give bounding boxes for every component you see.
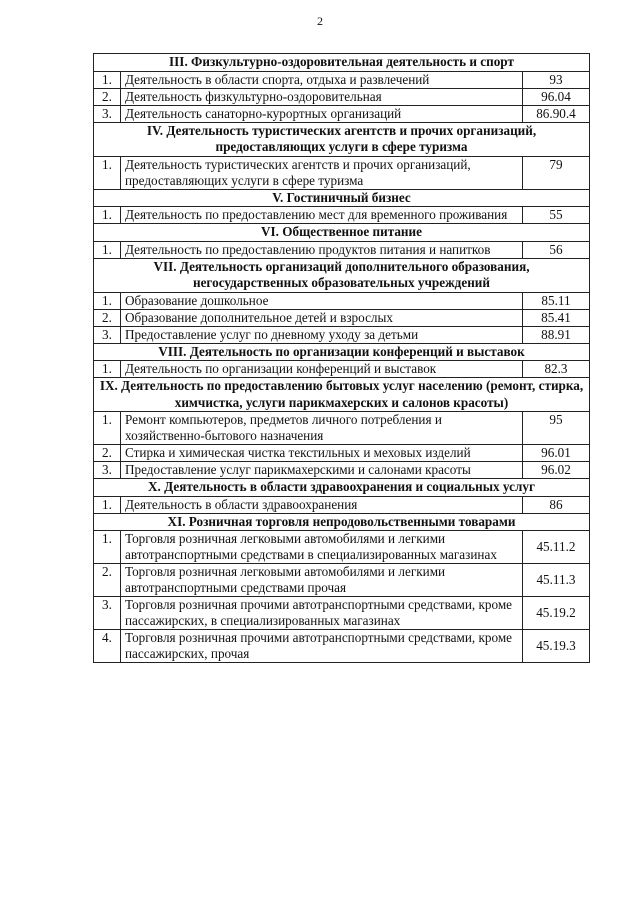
row-description: Деятельность по предоставлению мест для временного проживания — [121, 207, 523, 224]
row-description: Торговля розничная прочими автотранспортными средствами, кроме пассажирских, прочая — [121, 630, 523, 663]
row-number: 1. — [94, 292, 121, 309]
section-header — [94, 258, 590, 292]
row-code: 86.90.4 — [522, 105, 589, 122]
table-row — [94, 292, 590, 309]
section-title: VI. Общественное питание — [94, 224, 590, 242]
row-code: 85.41 — [522, 309, 589, 326]
row-number: 2. — [94, 88, 121, 105]
table-row — [94, 326, 590, 343]
section-title: VIII. Деятельность по организации конференций и выставок — [94, 343, 590, 361]
section-header — [94, 513, 590, 531]
section-header — [94, 479, 590, 497]
row-code: 55 — [522, 207, 589, 224]
row-description: Образование дополнительное детей и взрослых — [121, 309, 523, 326]
section-header — [94, 54, 590, 72]
row-number: 3. — [94, 105, 121, 122]
row-number: 3. — [94, 326, 121, 343]
row-code: 96.04 — [522, 88, 589, 105]
activity-table — [93, 53, 590, 663]
row-description: Предоставление услуг парикмахерскими и салонами красоты — [121, 462, 523, 479]
section-header — [94, 189, 590, 207]
row-number: 1. — [94, 241, 121, 258]
row-code: 93 — [522, 71, 589, 88]
table-row — [94, 105, 590, 122]
row-description: Торговля розничная легковыми автомобилями и легкими автотранспортными средствами в специализированных магазинах — [121, 531, 523, 564]
row-number: 2. — [94, 309, 121, 326]
section-header — [94, 122, 590, 156]
table-row — [94, 597, 590, 630]
table-row — [94, 630, 590, 663]
table-row — [94, 309, 590, 326]
row-code: 85.11 — [522, 292, 589, 309]
row-code: 45.11.3 — [522, 564, 589, 597]
row-number: 1. — [94, 496, 121, 513]
page-number: 2 — [317, 14, 323, 28]
row-description: Торговля розничная прочими автотранспортными средствами, кроме пассажирских, в специализированных магазинах — [121, 597, 523, 630]
section-header — [94, 224, 590, 242]
row-description: Образование дошкольное — [121, 292, 523, 309]
row-number: 1. — [94, 361, 121, 378]
section-title: IV. Деятельность туристических агентств и прочих организаций, предоставляющих услуги в сфере туризма — [94, 122, 590, 156]
section-title: X. Деятельность в области здравоохранения и социальных услуг — [94, 479, 590, 497]
row-number: 3. — [94, 462, 121, 479]
row-code: 56 — [522, 241, 589, 258]
section-title: III. Физкультурно-оздоровительная деятельность и спорт — [94, 54, 590, 72]
table-row — [94, 207, 590, 224]
section-header — [94, 343, 590, 361]
table-row — [94, 71, 590, 88]
row-description: Деятельность в области здравоохранения — [121, 496, 523, 513]
row-code: 88.91 — [522, 326, 589, 343]
row-number: 1. — [94, 412, 121, 445]
row-description: Деятельность по организации конференций и выставок — [121, 361, 523, 378]
section-header — [94, 378, 590, 412]
table-row — [94, 462, 590, 479]
row-description: Ремонт компьютеров, предметов личного потребления и хозяйственно-бытового назначения — [121, 412, 523, 445]
row-number: 4. — [94, 630, 121, 663]
row-code: 45.19.2 — [522, 597, 589, 630]
row-description: Деятельность по предоставлению продуктов питания и напитков — [121, 241, 523, 258]
row-description: Деятельность в области спорта, отдыха и развлечений — [121, 71, 523, 88]
row-code: 79 — [522, 156, 589, 189]
section-title: IX. Деятельность по предоставлению бытовых услуг населению (ремонт, стирка, химчистка, услуги парикмахерских и салонов красоты) — [94, 378, 590, 412]
section-title: VII. Деятельность организаций дополнительного образования, негосударственных образовательных учреждений — [94, 258, 590, 292]
row-description: Деятельность физкультурно-оздоровительная — [121, 88, 523, 105]
table-row — [94, 361, 590, 378]
row-description: Предоставление услуг по дневному уходу за детьми — [121, 326, 523, 343]
table-row — [94, 531, 590, 564]
table-row — [94, 412, 590, 445]
row-number: 1. — [94, 71, 121, 88]
row-code: 82.3 — [522, 361, 589, 378]
row-description: Деятельность туристических агентств и прочих организаций, предоставляющих услуги в сфере туризма — [121, 156, 523, 189]
table-row — [94, 241, 590, 258]
table-row — [94, 156, 590, 189]
table-row — [94, 88, 590, 105]
row-code: 95 — [522, 412, 589, 445]
row-code: 45.11.2 — [522, 531, 589, 564]
row-number: 2. — [94, 564, 121, 597]
table-row — [94, 564, 590, 597]
row-description: Стирка и химическая чистка текстильных и меховых изделий — [121, 445, 523, 462]
section-title: V. Гостиничный бизнес — [94, 189, 590, 207]
row-number: 1. — [94, 531, 121, 564]
row-description: Торговля розничная легковыми автомобилями и легкими автотранспортными средствами прочая — [121, 564, 523, 597]
section-title: XI. Розничная торговля непродовольственными товарами — [94, 513, 590, 531]
table-row — [94, 445, 590, 462]
row-number: 1. — [94, 207, 121, 224]
row-number: 2. — [94, 445, 121, 462]
row-number: 1. — [94, 156, 121, 189]
row-code: 45.19.3 — [522, 630, 589, 663]
row-number: 3. — [94, 597, 121, 630]
row-code: 96.01 — [522, 445, 589, 462]
row-description: Деятельность санаторно-курортных организаций — [121, 105, 523, 122]
table-row — [94, 496, 590, 513]
row-code: 86 — [522, 496, 589, 513]
row-code: 96.02 — [522, 462, 589, 479]
